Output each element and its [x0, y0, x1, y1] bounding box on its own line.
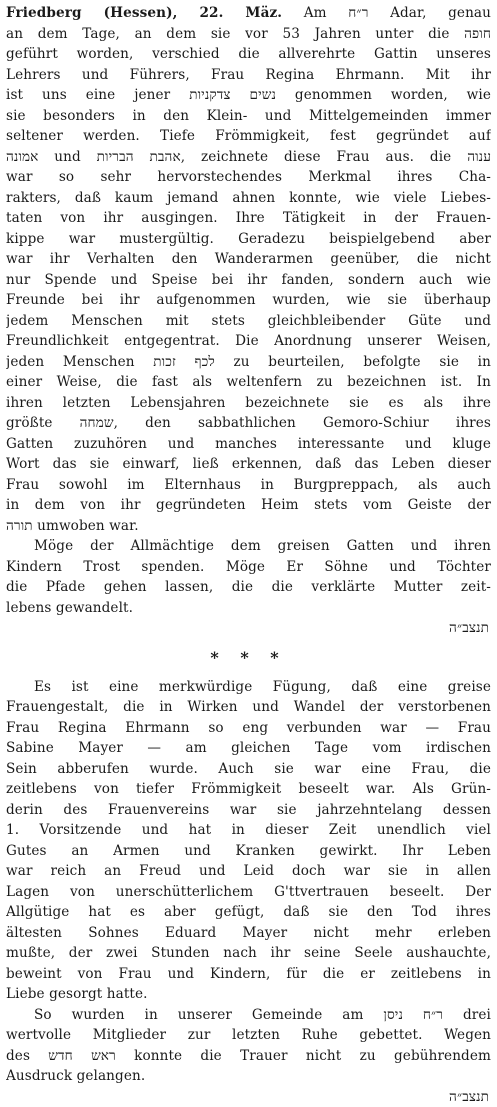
text-line: Freundlichkeit entgegentrat. Die Anordnung unserer Weisen,	[6, 331, 491, 352]
text-line: rakters, daß kaum jemand ahnen konnte, wie viele Liebes-	[6, 188, 491, 209]
text-line: Möge der Allmächtige dem greisen Gatten und ihren	[6, 536, 491, 557]
text-line: Allgütige hat es aber gefügt, daß sie den Tod ihres	[6, 902, 491, 923]
text-line: Frau sowohl im Elternhaus in Burgpreppach, als auch	[6, 475, 491, 496]
text-line: die Pfade gehen lassen, die die verklärte Mutter zeit-	[6, 577, 491, 598]
text-line: Wort das sie einwarf, ließ erkennen, daß das Leben dieser	[6, 454, 491, 475]
article-regina-ehrmann	[6, 3, 491, 639]
text-line: Lagen von unerschütterlichem G'ttvertrauen beseelt. Der	[6, 882, 491, 903]
text-line: אמונה und אהבת הבריות, zeichnete diese Frau aus. die ענוה	[6, 147, 491, 168]
text-line: Kindern Trost spenden. Möge Er Söhne und Töchter	[6, 557, 491, 578]
text-line: lebens gewandelt.	[6, 598, 491, 619]
text-line: seltener werden. Tiefe Frömmigkeit, fest gegründet auf	[6, 126, 491, 147]
dateline: Friedberg (Hessen), 22. Mäz.	[6, 5, 282, 21]
text-line: an dem Tage, an dem sie vor 53 Jahren unter die חופה	[6, 24, 491, 45]
text-line: war reich an Freud und Leid doch war sie in allen	[6, 861, 491, 882]
text-line: derin des Frauenvereins war sie jahrzehntelang dessen	[6, 800, 491, 821]
text-line: Ausdruck gelangen.	[6, 1066, 491, 1087]
obituary-column	[6, 3, 491, 1107]
text-line: Frau Regina Ehrmann so eng verbunden war — Frau	[6, 718, 491, 739]
text-line: nur Spende und Speise bei ihr fanden, sondern auch wie	[6, 270, 491, 291]
section-separator: * * *	[6, 639, 491, 677]
text-line: wertvolle Mitglieder zur letzten Ruhe gebettet. Wegen	[6, 1025, 491, 1046]
text-line: Frauengestalt, die in Wirken und Wandel der verstorbenen	[6, 697, 491, 718]
text-line: kippe war mustergültig. Geradezu beispielgebend aber	[6, 229, 491, 250]
text-line: Gatten zuzuhören und manches interessante und kluge	[6, 434, 491, 455]
article-sabine-mayer	[6, 677, 491, 1107]
text-line: jeden Menschen לכף זכות zu beurteilen, befolgte sie in	[6, 352, 491, 373]
text-line: einer Weise, die fast als weltenfern zu bezeichnen ist. In	[6, 372, 491, 393]
text-line: in dem von ihr gegründeten Heim stets vom Geiste der	[6, 495, 491, 516]
text-line: war so sehr hervorstechendes Merkmal ihres Cha-	[6, 167, 491, 188]
text-line: geführt worden, verschied die allverehrte Gattin unseres	[6, 44, 491, 65]
text-line: Sabine Mayer — am gleichen Tage vom irdischen	[6, 738, 491, 759]
text-line: Liebe gesorgt hatte.	[6, 984, 491, 1005]
text-line: zeitlebens von tiefer Frömmigkeit beseelt war. Als Grün-	[6, 779, 491, 800]
text-line: So wurden in unserer Gemeinde am ר״ח ניסן drei	[6, 1005, 491, 1026]
text-line: 1. Vorsitzende und hat in dieser Zeit unendlich viel	[6, 820, 491, 841]
text-line: war ihr Verhalten den Wanderarmen geenüber, die nicht	[6, 249, 491, 270]
text-line: des ראש חדש konnte die Trauer nicht zu gebührendem	[6, 1046, 491, 1067]
article-first-line	[6, 3, 491, 24]
signature: תנצב״ה	[6, 618, 491, 639]
text-line: ist uns eine jener נשים צדקניות genommen worden, wie	[6, 85, 491, 106]
text-line: größte שמחה, den sabbathlichen Gemoro-Schiur ihres	[6, 413, 491, 434]
text-line: taten von ihr ausgingen. Ihre Tätigkeit in der Frauen-	[6, 208, 491, 229]
text-line: jedem Menschen mit stets gleichbleibender Güte und	[6, 311, 491, 332]
text-line: Gutes an Armen und Kranken gewirkt. Ihr Leben	[6, 841, 491, 862]
text-line: ältesten Sohnes Eduard Mayer nicht mehr erleben	[6, 923, 491, 944]
text-line: mußte, der zwei Stunden nach ihr seine Seele aushauchte,	[6, 943, 491, 964]
text-line: sie besonders in den Klein- und Mittelgemeinden immer	[6, 106, 491, 127]
text-line: Lehrers und Führers, Frau Regina Ehrmann. Mit ihr	[6, 65, 491, 86]
text-line: Freunde bei ihr aufgenommen wurden, wie sie überhaup	[6, 290, 491, 311]
text-line: Es ist eine merkwürdige Fügung, daß eine greise	[6, 677, 491, 698]
text-line: Sein abberufen wurde. Auch sie war eine Frau, die	[6, 759, 491, 780]
text-line: ihren letzten Lebensjahren bezeichnete sie es als ihre	[6, 393, 491, 414]
text-line: Am ר״ח Adar, genau	[304, 5, 491, 21]
text-line: תורה umwoben war.	[6, 516, 491, 537]
signature: תנצב״ה	[6, 1087, 491, 1107]
text-line: beweint von Frau und Kindern, für die er zeitlebens in	[6, 964, 491, 985]
